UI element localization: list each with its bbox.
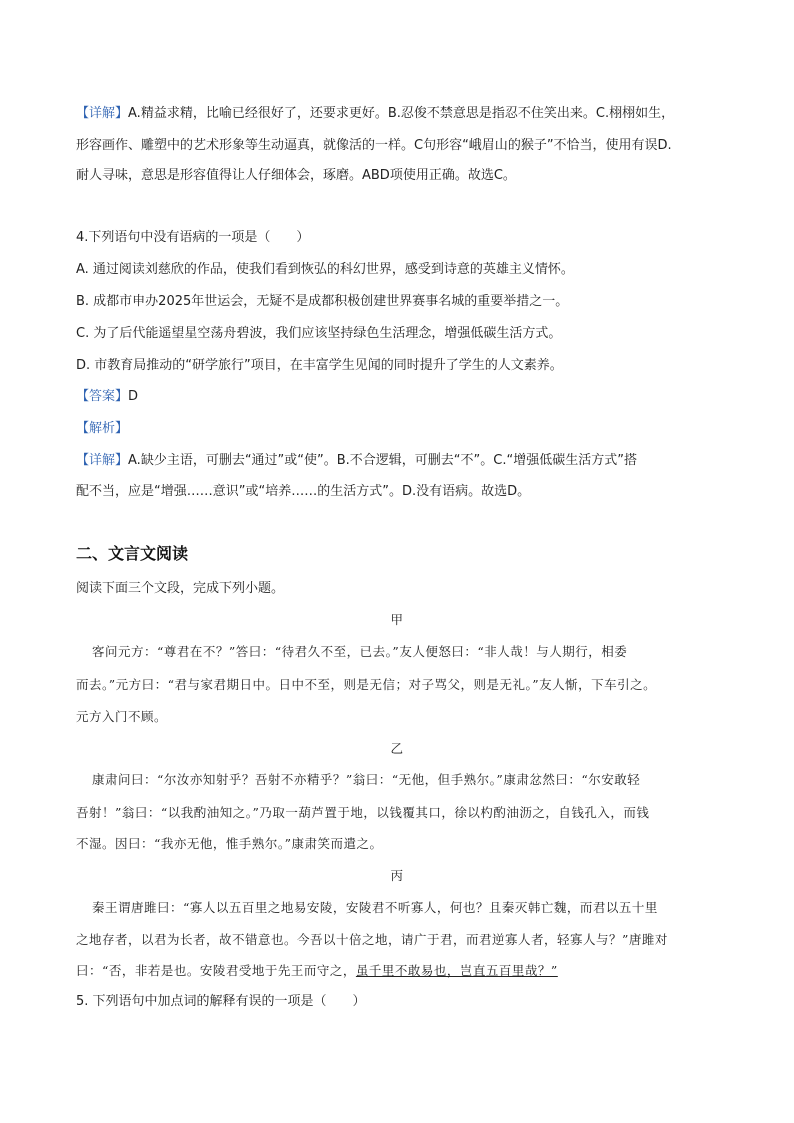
- q3-detail-line-1: [76, 106, 726, 122]
- q5-stem: 5. 下列语句中加点词的解释有误的一项是（ ）: [76, 994, 366, 1009]
- q3-detail-line-3: 耐人寻味，意思是形容值得让人仔细体会，琢磨。ABD项使用正确。故选C。: [76, 168, 516, 183]
- q4-analysis: [76, 421, 726, 437]
- section-title: 二、文言文阅读: [76, 544, 189, 563]
- q4-stem: 4.下列语句中没有语病的一项是（ ）: [76, 230, 310, 245]
- passage-jia-line-3: 元方入门不顾。: [76, 709, 168, 724]
- q4-detail-line-2: 配不当，应是“增强……意识”或“培养……的生活方式”。D.没有语病。故选D。: [76, 484, 531, 499]
- q4-detail-line-1: [76, 453, 726, 469]
- answer-value: D: [128, 389, 139, 404]
- underlined-sentence: 虽千里不敢易也，岂直五百里哉？”: [355, 963, 558, 978]
- passage-bing-line-1: 秦王谓唐雎曰：“寡人以五百里之地易安陵，安陵君不听寡人，何也？且秦灭韩亡魏，而君以五十里: [92, 900, 658, 915]
- passage-label-yi: 乙: [390, 741, 404, 756]
- q4-option-a: A. 通过阅读刘慈欣的作品，使我们看到恢弘的科幻世界，感受到诗意的英雄主义情怀。: [76, 262, 574, 277]
- passage-yi-line-2: 吾射！”翁曰：“以我酌油知之。”乃取一葫芦置于地，以钱覆其口，徐以杓酌油沥之，自钱孔入，而钱: [76, 805, 650, 820]
- q4-option-d: D. 市教育局推动的“研学旅行”项目，在丰富学生见闻的同时提升了学生的人文素养。: [76, 358, 563, 373]
- analysis-tag: 【解析】: [76, 421, 129, 436]
- passage-jia-line-2: 而去。”元方曰：“君与家君期日中。日中不至，则是无信；对子骂父，则是无礼。”友人惭，下车引之。: [76, 677, 657, 692]
- q4-answer: [76, 389, 726, 405]
- q4-detail-text-1: A.缺少主语，可删去“通过”或“使”。B.不合逻辑，可删去“不”。C.“增强低碳生活方式”搭: [128, 453, 637, 468]
- section-instruction: 阅读下面三个文段，完成下列小题。: [76, 581, 285, 596]
- detail-tag: 【详解】: [76, 453, 129, 468]
- q3-detail-line-2: 形容画作、雕塑中的艺术形象等生动逼真，就像活的一样。C句形容“峨眉山的猴子”不恰当，使用有误D.: [76, 138, 672, 153]
- passage-label-bing: 丙: [390, 868, 404, 883]
- passage-label-jia: 甲: [390, 612, 404, 627]
- passage-bing-line-2: 之地存者，以君为长者，故不错意也。今吾以十倍之地，请广于君，而君逆寡人者，轻寡人与？”唐雎对: [76, 932, 668, 947]
- detail-tag: 【详解】: [76, 106, 129, 121]
- q3-detail-text-1: A.精益求精，比喻已经很好了，还要求更好。B.忍俊不禁意思是指忍不住笑出来。C.栩栩如生，: [128, 106, 675, 121]
- q4-option-c: C. 为了后代能遥望星空荡舟碧波，我们应该坚持绿色生活理念，增强低碳生活方式。: [76, 326, 562, 341]
- passage-jia-line-1: 客问元方：“尊君在不？”答曰：“待君久不至，已去。”友人便怒曰：“非人哉！与人期行，相委: [92, 644, 628, 659]
- passage-yi-line-3: 不湿。因曰：“我亦无他，惟手熟尔。”康肃笑而遣之。: [76, 836, 383, 851]
- passage-bing-text: 曰：“否，非若是也。安陵君受地于先王而守之，: [76, 963, 356, 978]
- passage-yi-line-1: 康肃问曰：“尔汝亦知射乎？吾射不亦精乎？”翁曰：“无他，但手熟尔。”康肃忿然曰：“尔安敢轻: [92, 772, 641, 787]
- passage-bing-line-3: [76, 963, 726, 979]
- q4-option-b: B. 成都市申办2025年世运会，无疑不是成都积极创建世界赛事名城的重要举措之一。: [76, 294, 569, 309]
- answer-tag: 【答案】: [76, 389, 129, 404]
